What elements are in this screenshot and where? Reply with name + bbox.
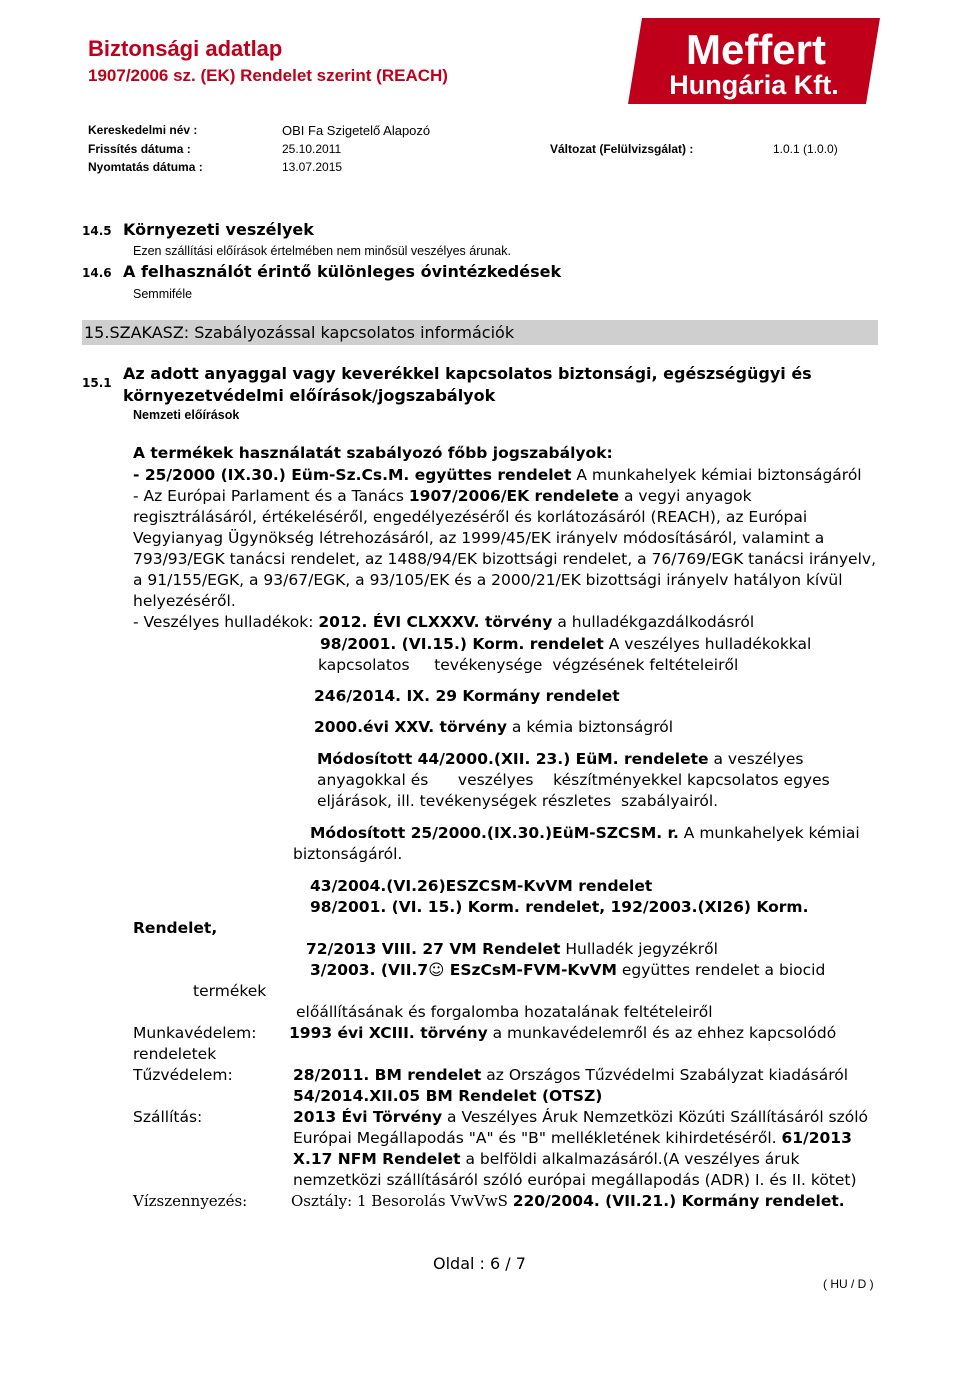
body-line-14: Módosított 44/2000.(XII. 23.) EüM. rendelete a veszélyes	[317, 750, 804, 768]
body-line-06: 793/93/EGK tanácsi rendelet, az 1488/94/EK bizottsági rendelet, a 76/769/EGK tanácsi irányelv,	[133, 550, 877, 568]
body-line-02: - 25/2000 (IX.30.) Eüm-Sz.Cs.M. együttes rendelet A munkahelyek kémiai biztonságáról	[133, 466, 862, 484]
body-line-16: eljárások, ill. tevékenységek részletes szabályairól.	[317, 792, 719, 810]
body-line-22: 72/2013 VIII. 27 VM Rendelet Hulladék jegyzékről	[306, 940, 718, 958]
section-title-15-1-line-2: környezetvédelmi előírások/jogszabályok	[123, 386, 496, 405]
body-line-26: 1993 évi XCIII. törvény a munkavédelemről és az ehhez kapcsolódó	[289, 1024, 837, 1042]
language-code: ( HU / D )	[823, 1277, 874, 1291]
section-subtitle-15-1: Nemzeti előírások	[133, 408, 240, 422]
trade-name-label: Kereskedelmi név :	[88, 123, 198, 137]
body-line-11: kapcsolatos tevékenysége végzésének feltételeiről	[318, 656, 739, 674]
body-line-32: X.17 NFM Rendelet a belföldi alkalmazásáról.(A veszélyes áruk	[293, 1150, 800, 1168]
body-line-09: - Veszélyes hulladékok: 2012. ÉVI CLXXXV. törvény a hulladékgazdálkodásról	[133, 613, 755, 631]
body-line-15: anyagokkal és veszélyes készítményekkel kapcsolatos egyes	[317, 771, 830, 789]
body-line-33: nemzetközi szállításáról szóló európai megállapodás (ADR) I. és II. kötet)	[293, 1171, 857, 1189]
label-tuzvedelem: Tűzvédelem:	[133, 1066, 233, 1084]
body-line-25: előállításának és forgalomba hozatalának feltételeiről	[296, 1003, 713, 1021]
body-line-28: 28/2011. BM rendelet az Országos Tűzvédelmi Szabályzat kiadásáról	[293, 1066, 849, 1084]
body-line-31: Európai Megállapodás "A" és "B" mellékletének kihirdetéséről. 61/2013	[293, 1129, 852, 1147]
body-line-27: rendeletek	[133, 1045, 217, 1063]
body-line-21: Rendelet,	[133, 919, 218, 937]
section-title-14-5: Környezeti veszélyek	[123, 220, 314, 239]
body-line-23: 3/2003. (VII.7☺ ESzCsM-FVM-KvVM együttes rendelet a biocid	[310, 961, 826, 979]
version-value: 1.0.1 (1.0.0)	[773, 142, 838, 156]
body-line-08: helyezéséről.	[133, 592, 236, 610]
body-line-20: 98/2001. (VI. 15.) Korm. rendelet, 192/2003.(XI26) Korm.	[310, 898, 809, 916]
revision-date-value: 25.10.2011	[282, 142, 342, 156]
label-munkavedelem: Munkavédelem:	[133, 1024, 257, 1042]
document-subtitle: 1907/2006 sz. (EK) Rendelet szerint (REACH)	[88, 66, 448, 85]
meffert-logo	[628, 18, 880, 104]
revision-date-label: Frissítés dátuma :	[88, 142, 191, 156]
label-vizszennyezes: Vízszennyezés:	[133, 1192, 248, 1210]
body-line-01: A termékek használatát szabályozó főbb jogszabályok:	[133, 444, 613, 462]
section-number-14-5: 14.5	[82, 224, 112, 238]
document-title: Biztonsági adatlap	[88, 36, 283, 61]
logo-line-2: Hungária Kft.	[669, 70, 839, 100]
body-line-12: 246/2014. IX. 29 Kormány rendelet	[314, 687, 620, 705]
body-line-19: 43/2004.(VI.26)ESZCSM-KvVM rendelet	[310, 877, 653, 895]
body-line-04: regisztrálásáról, értékeléséről, engedélyezéséről és korlátozásáról (REACH), az Európai	[133, 508, 808, 526]
body-line-34: Osztály: 1 Besorolás VwVwS 220/2004. (VII.21.) Kormány rendelet.	[291, 1192, 845, 1210]
body-line-10: 98/2001. (VI.15.) Korm. rendelet A veszélyes hulladékokkal	[320, 635, 812, 653]
body-line-05: Vegyianyag Ügynökség létrehozásáról, az 1999/45/EK irányelv módosításáról, valamint a	[133, 529, 825, 547]
body-line-29: 54/2014.XII.05 BM Rendelet (OTSZ)	[293, 1087, 603, 1105]
section-15-band	[82, 320, 878, 345]
body-line-24: termékek	[193, 982, 267, 1000]
body-line-13: 2000.évi XXV. törvény a kémia biztonságról	[314, 718, 674, 736]
section-text-14-5: Ezen szállítási előírások értelmében nem minősül veszélyes árunak.	[133, 244, 511, 258]
print-date-label: Nyomtatás dátuma :	[88, 160, 203, 174]
page-number: Oldal : 6 / 7	[433, 1254, 526, 1273]
section-text-14-6: Semmiféle	[133, 287, 193, 301]
body-line-17: Módosított 25/2000.(IX.30.)EüM-SZCSM. r. A munkahelyek kémiai	[310, 824, 860, 842]
body-line-07: a 91/155/EGK, a 93/67/EGK, a 93/105/EK és a 2000/21/EK bizottsági irányelv hatályon kívül	[133, 571, 843, 589]
section-number-15-1: 15.1	[82, 376, 112, 390]
body-line-03: - Az Európai Parlament és a Tanács 1907/2006/EK rendelete a vegyi anyagok	[133, 487, 752, 505]
trade-name-value: OBI Fa Szigetelő Alapozó	[282, 123, 431, 138]
body-line-30: 2013 Évi Törvény a Veszélyes Áruk Nemzetközi Közúti Szállításáról szóló	[293, 1108, 869, 1126]
label-szallitas: Szállítás:	[133, 1108, 203, 1126]
section-number-14-6: 14.6	[82, 266, 112, 280]
smiley-icon: ☺	[428, 961, 445, 979]
print-date-value: 13.07.2015	[282, 160, 343, 174]
section-15-title: 15.SZAKASZ: Szabályozással kapcsolatos információk	[84, 323, 515, 342]
version-label: Változat (Felülvizsgálat) :	[550, 142, 694, 156]
body-line-18: biztonságáról.	[293, 845, 403, 863]
section-title-15-1-line-1: Az adott anyaggal vagy keverékkel kapcsolatos biztonsági, egészségügyi és	[123, 364, 812, 383]
section-title-14-6: A felhasználót érintő különleges óvintézkedések	[123, 262, 562, 281]
logo-line-1: Meffert	[685, 26, 827, 73]
